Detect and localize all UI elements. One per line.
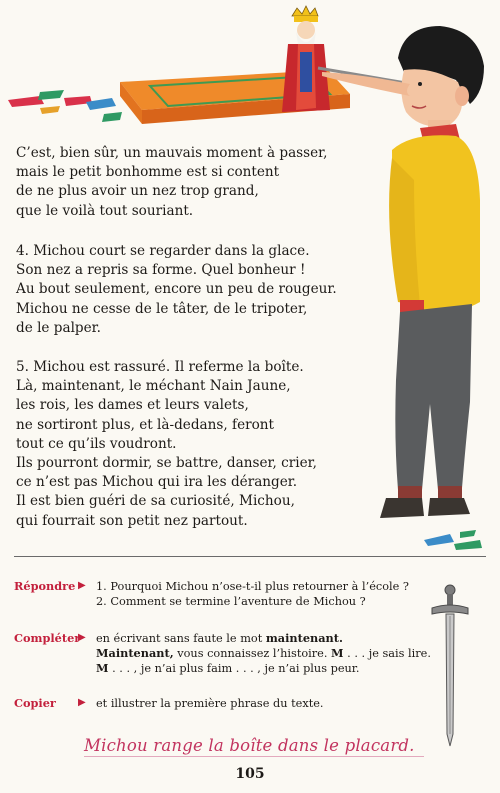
- copy-sentence: Michou range la boîte dans le placard.: [84, 736, 424, 757]
- exercise-label-completer: Compléter: [14, 631, 81, 645]
- paragraph-5: [16, 358, 317, 531]
- text-line: C’est, bien sûr, un mauvais moment à passer,: [16, 145, 328, 161]
- keyword: Maintenant,: [96, 646, 174, 660]
- arrow-icon: ▶: [78, 632, 86, 643]
- arrow-icon: ▶: [78, 580, 86, 591]
- section-divider: [14, 556, 486, 557]
- page-number: 105: [235, 766, 265, 782]
- text-line: mais le petit bonhomme est si content: [16, 164, 280, 181]
- text-line: 4. Michou court se regarder dans la glace.: [16, 243, 310, 259]
- exercise-completer: [96, 631, 431, 676]
- exercise-label-copier: Copier: [14, 696, 56, 710]
- exercise-text: . . . je sais lire.: [343, 647, 431, 660]
- exercise-line: et illustrer la première phrase du texte.: [96, 697, 324, 710]
- text-line: Au bout seulement, encore un peu de rougeur.: [16, 281, 337, 298]
- text-line: ce n’est pas Michou qui ira les déranger.: [16, 474, 298, 491]
- exercise-line: [96, 631, 431, 646]
- text-line: ne sortiront plus, et là-dedans, feront: [16, 416, 275, 433]
- text-line: Michou ne cesse de le tâter, de le tripoter,: [16, 300, 308, 317]
- paragraph-4: [16, 242, 337, 338]
- text-line: les rois, les dames et leurs valets,: [16, 397, 249, 414]
- exercise-copier: [96, 696, 324, 711]
- text-line: Son nez a repris sa forme. Quel bonheur !: [16, 262, 306, 279]
- exercise-text: vous connaissez l’histoire.: [173, 647, 332, 660]
- text-line: Ils pourront dormir, se battre, danser, crier,: [16, 455, 317, 472]
- paragraph-3: [16, 144, 328, 221]
- exercise-label-repondre: Répondre: [14, 579, 76, 593]
- exercise-line: [96, 661, 431, 676]
- keyword: maintenant.: [265, 631, 343, 645]
- text-line: Là, maintenant, le méchant Nain Jaune,: [16, 378, 291, 395]
- exercise-line: 1. Pourquoi Michou n’ose-t-il plus retourner à l’école ?: [96, 580, 409, 593]
- exercise-text: en écrivant sans faute le mot: [96, 632, 266, 645]
- text-line: de le palper.: [16, 319, 102, 336]
- text-line: de ne plus avoir un nez trop grand,: [16, 183, 259, 200]
- text-line: qui fourrait son petit nez partout.: [16, 512, 248, 529]
- text-line: 5. Michou est rassuré. Il referme la boîte.: [16, 359, 304, 375]
- exercise-line: 2. Comment se termine l’aventure de Michou ?: [96, 595, 366, 608]
- blank-initial: M: [331, 646, 344, 660]
- text-line: que le voilà tout souriant.: [16, 202, 194, 219]
- arrow-icon: ▶: [78, 697, 86, 708]
- exercise-text: . . . , je n’ai plus faim . . . , je n’ai plus peur.: [108, 662, 360, 675]
- blank-initial: M: [96, 661, 109, 675]
- king-figure: [282, 6, 330, 112]
- text-line: tout ce qu’ils voudront.: [16, 435, 177, 452]
- text-line: Il est bien guéri de sa curiosité, Michou,: [16, 493, 295, 510]
- exercise-repondre: [96, 579, 409, 609]
- card-pieces: [8, 90, 122, 122]
- exercise-line: [96, 646, 431, 661]
- card-pieces-bottom: [424, 530, 482, 550]
- sword-icon: [430, 584, 470, 748]
